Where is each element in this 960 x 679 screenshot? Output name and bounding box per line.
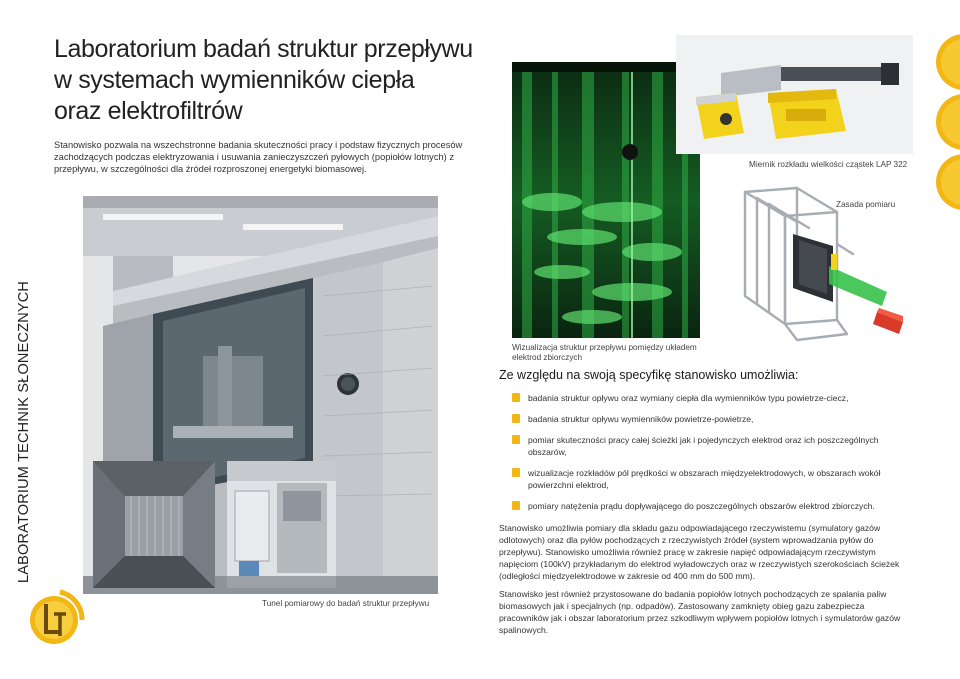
bullet-icon xyxy=(512,393,520,402)
tunnel-caption: Tunel pomiarowy do badań struktur przepływu xyxy=(262,599,430,608)
particle-analyzer-photo xyxy=(676,35,913,154)
lt-logo-icon xyxy=(26,584,90,648)
tunnel-interior-photo xyxy=(93,461,215,588)
laser-visualization-illustration xyxy=(512,62,700,338)
title-line: Laboratorium badań struktur przepływu xyxy=(54,35,473,63)
measurement-principle-diagram xyxy=(737,184,910,349)
lab-equipment-photo xyxy=(227,461,336,588)
capabilities-heading: Ze względu na swoją specyfikę stanowisko umożliwia: xyxy=(499,368,799,382)
particle-analyzer-illustration xyxy=(676,35,913,154)
tunnel-interior-illustration xyxy=(93,461,215,588)
list-item: badania struktur opływu oraz wymiany ciepła dla wymienników typu powietrze-ciecz, xyxy=(512,392,912,404)
bullet-icon xyxy=(512,414,520,423)
intro-text: Stanowisko pozwala na wszechstronne badania skuteczności pracy i podstaw fizycznych procesów zachodzących podczas elektryzowania i usuwania zanieczyszczeń pyłowych (popiołów lotnych) z przepływu, w szczególności dla źródeł rozproszonej energetyki biomasowej. xyxy=(54,140,463,174)
laser-caption: Wizualizacja struktur przepływu pomiędzy układem elektrod zbiorczych xyxy=(512,343,697,362)
paragraph: Stanowisko umożliwia pomiary dla składu gazu odpowiadającego rzeczywistemu (symulatory gazów odlotowych) oraz dla pyłów pochodzących z rzeczywistych źródeł (system wprowadzania pyłów do przepływu). Stanowisko umożliwia również pracę w zakresie napięć odpowiadającym rzeczywistym napięciom (100kV) przykładanym do elektrod wyładowczych oraz w rzeczywistych szerokościach ścieżek (odległości międzyelektrodowe w zakresie od 400 mm do 500 mm). xyxy=(499,523,900,581)
list-item: pomiary natężenia prądu dopływającego do poszczególnych obszarów elektrod zbiorczych. xyxy=(512,500,912,512)
bullet-icon xyxy=(512,501,520,510)
page-title xyxy=(54,34,473,127)
title-line: oraz elektrofiltrów xyxy=(54,97,243,125)
bullet-icon xyxy=(512,435,520,444)
decorative-circles-icon xyxy=(930,0,960,220)
paragraph: Stanowisko jest również przystosowane do badania popiołów lotnych pochodzących ze spalania paliw biomasowych jak i specjalnych (np. odpadów). Zastosowany zamknięty obieg gazu zabezpiecza pracowników jak i obszar laboratorium przez szkodliwym wpływem popiołów lotnych i symulatorów gazów spalinowych. xyxy=(499,589,901,635)
bullet-icon xyxy=(512,468,520,477)
side-title: LABORATORIUM TECHNIK SŁONECZNYCH xyxy=(16,280,32,583)
lab-equipment-illustration xyxy=(227,461,336,588)
principle-caption: Zasada pomiaru xyxy=(836,200,896,209)
list-item: wizualizacje rozkładów pól prędkości w obszarach międzyelektrodowych, w obszarach wokół powierzchni elektrod, xyxy=(512,467,912,491)
list-item: pomiar skuteczności pracy całej ścieżki jak i pojedynczych elektrod oraz ich poszczególnych obszarów, xyxy=(512,434,912,458)
device-caption: Miernik rozkładu wielkości cząstek LAP 322 xyxy=(749,160,908,169)
capabilities-list xyxy=(512,392,912,521)
title-line: w systemach wymienników ciepła xyxy=(54,66,415,94)
list-item: badania struktur opływu wymienników powietrze-powietrze, xyxy=(512,413,912,425)
laser-visualization-photo xyxy=(512,62,700,338)
